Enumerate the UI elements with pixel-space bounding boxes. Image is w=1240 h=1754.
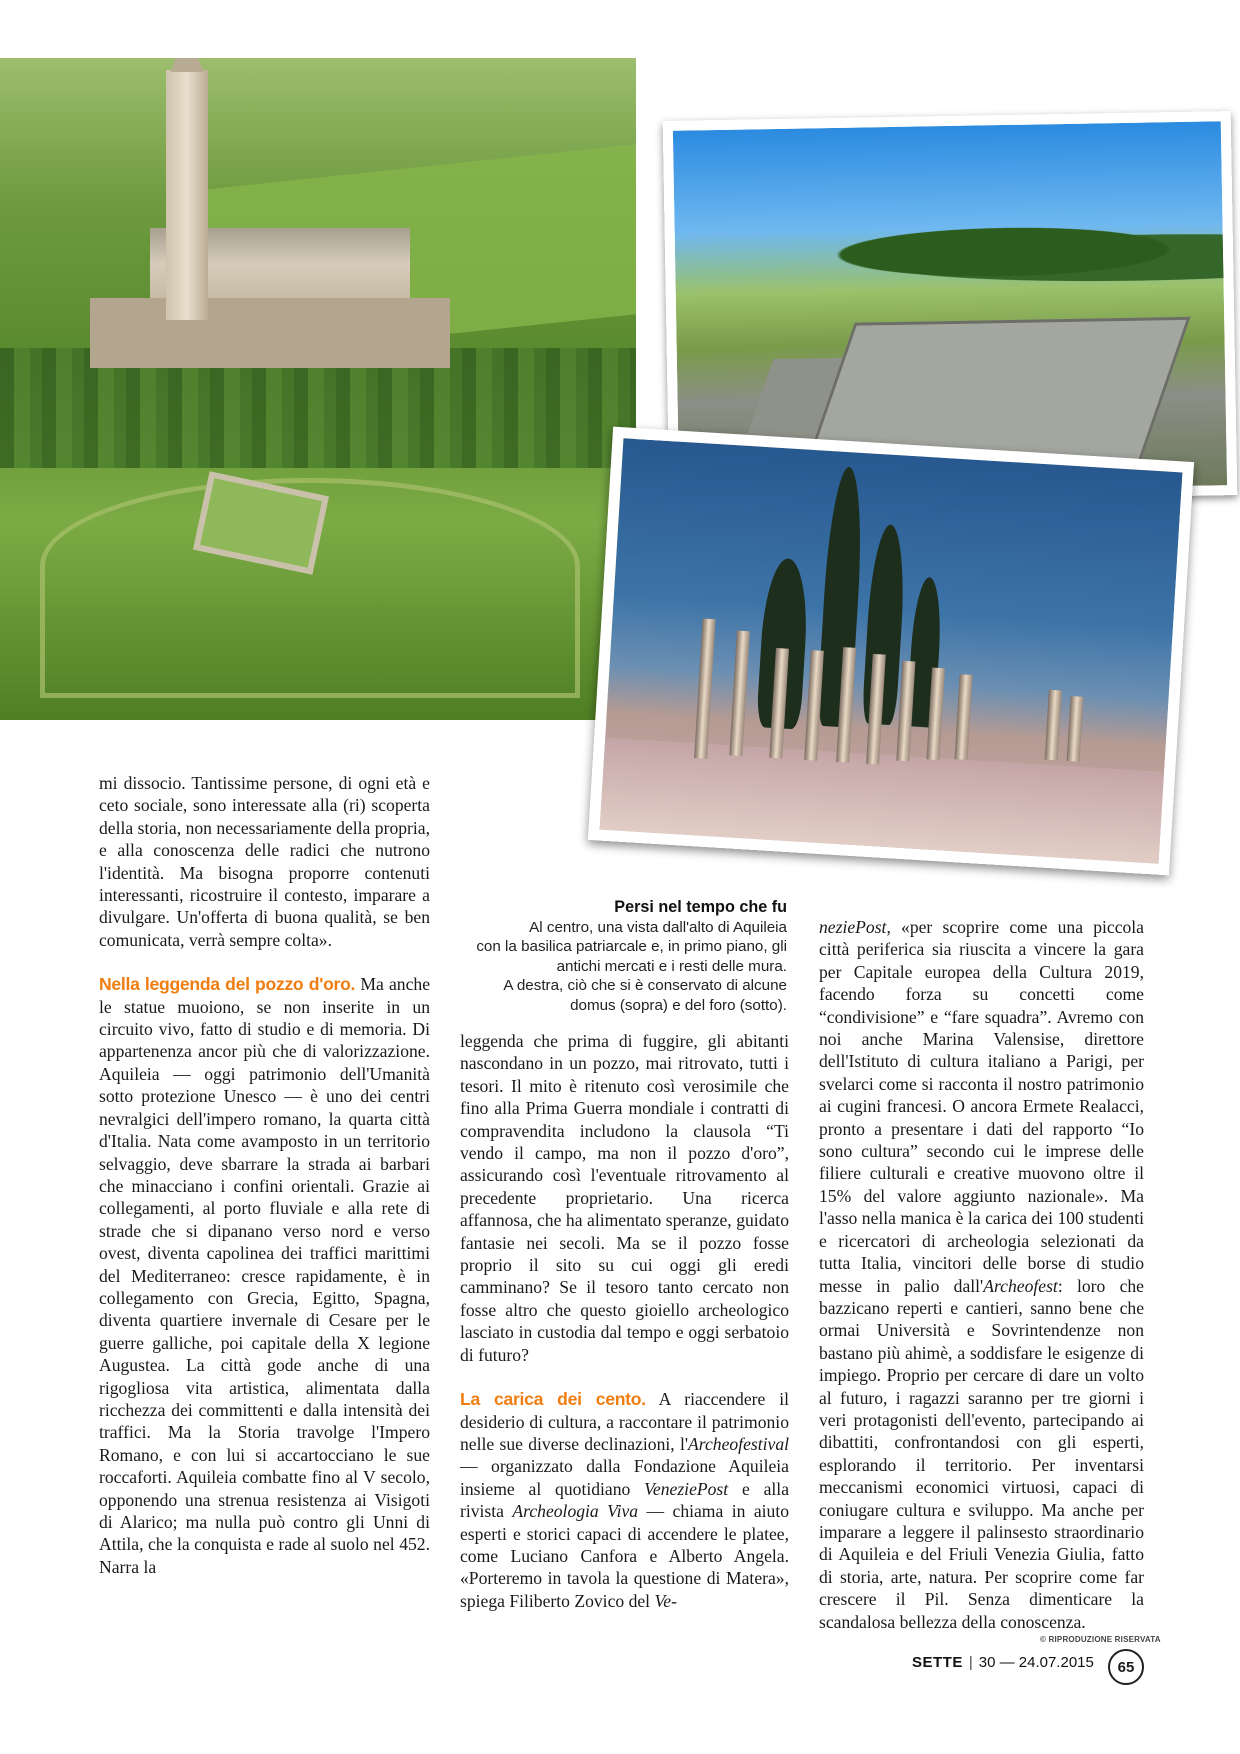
issue-info: 30 — 24.07.2015 [978, 1654, 1094, 1671]
caption-line: domus (sopra) e del foro (sotto). [570, 996, 787, 1014]
caption-line: antichi mercati e i resti delle mura. [556, 957, 787, 975]
section-lead: La carica dei cento. [460, 1389, 646, 1410]
paragraph-text: — organizzato dalla Fondazione Aquileia insieme al quotidiano [460, 1456, 789, 1499]
italic-text: Archeofestival [688, 1433, 789, 1454]
page-footer [912, 1654, 1094, 1671]
copyright-notice: © RIPRODUZIONE RISERVATA [1040, 1635, 1161, 1644]
paragraph-text: : loro che bazzicano reperti e cantieri, sanno bene che ormai Università e Sovrintendenze non bastano più ahimè, a soddisfare le esigenze di impiego. Proprio per cercare di dare un volto al futuro, i ragazzi saranno per tre giorni i veri protagonisti dell'evento, partecipando ai dibattiti, confrontandosi con gli esperti, esplorando il territorio. Per inventarsi meccanismi economici virtuosi, capaci di coniugare cultura e sviluppo. Ma anche per imparare a leggere il palinsesto straordinario di Aquileia e del Friuli Venezia Giulia, fatto di storia, arte, natura. Per scoprire come far crescere il Pil. Senza dimenticare la scandalosa bellezza della conoscenza. [819, 1275, 1144, 1632]
page-number: 65 [1108, 1649, 1144, 1685]
paragraph-text: A riaccendere il desiderio di cultura, a raccontare il patrimonio nelle sue diverse declinazioni, l' [460, 1389, 789, 1454]
caption-title: Persi nel tempo che fu [614, 898, 787, 916]
italic-text: Archeologia Viva [512, 1501, 639, 1522]
paragraph [819, 916, 1144, 1633]
magazine-name: SETTE [912, 1654, 963, 1671]
paragraph [99, 973, 430, 1578]
italic-text: Archeofest [983, 1275, 1058, 1296]
paragraph-text: e alla rivista [460, 1478, 790, 1522]
article-column-3 [819, 916, 1144, 1633]
italic-text: VeneziePost [644, 1478, 729, 1499]
paragraph-text: , «per scoprire come una piccola città periferica sia riuscita a vincere la gara per Capitale europea della Cultura 2019, facendo forza su concetti come “condivisione” e “fare squadra”. Avremo con noi anche Marina Valensise, direttore dell'Istituto di cultura italiano a Parigi, per svelarci come si racconta il nostro patrimonio ai cugini francesi. O ancora Ermete Realacci, pronto a presentare i dati del rapporto “Io sono cultura” secondo cui le imprese delle filiere culturali e creative muovono oltre il 15% del valore aggiunto nazionale». Ma l'asso nella manica è la carica dei 100 studenti e ricercatori di archeologia selezionati da tutta Italia, vincitori delle borse di studio messe in palio dall' [819, 917, 1144, 1296]
caption-line: Al centro, una vista dall'alto di Aquileia [529, 918, 787, 936]
aerial-photo-aquileia [0, 58, 636, 720]
paragraph-text: Ma anche le statue muoiono, se non inserite in un circuito vivo, fatto di studio e di memoria. Di appartenenza ancor più che di valorizzazione. Aquileia — oggi patrimonio dell'Umanità sotto protezione Unesco — è uno dei centri nevralgici dell'impero romano, la quarta città d'Italia. Nata come avamposto in un territorio selvaggio, deve sbarrare la strada ai barbari che minacciano i confini orientali. Grazie ai collegamenti, al porto fluviale e alla rete di strade che si dipanano verso nord e verso ovest, diventa capolinea dei traffici marittimi del Mediterraneo: cresce rapidamente, è in collegamento con Grecia, Egitto, Spagna, diventa quartiere invernale di Cesare per le guerre galliche, poi capitale della X legione Augustea. La città gode anche di una rigogliosa vita artistica, alimentata dalla ricchezza dei committenti e dalla intensità dei traffici. Ma la Storia travolge l'Impero Romano, e con lui si accartocciano le sue roccaforti. Aquileia combatte fino al V secolo, opponendo una strenua resistenza ai Visigoti di Alarico; ma nulla può contro gli Unni di Attila, che la conquista e rade al suolo nel 452. Narra la [99, 974, 430, 1577]
caption-line: A destra, ciò che si è conservato di alcune [503, 977, 787, 995]
paragraph [460, 1388, 789, 1612]
photo-caption [455, 898, 787, 1016]
footer-separator: | [968, 1654, 973, 1671]
italic-text: neziePost [819, 917, 887, 937]
section-lead: Nella leggenda del pozzo d'oro. [99, 974, 356, 995]
paragraph-text: — chiama in aiuto esperti e storici capaci di accendere le platee, come Luciano Canfora e Alberto Angela. «Porteremo in tavola la questione di Matera», spiega Filiberto Zovico del [460, 1501, 789, 1611]
paragraph: leggenda che prima di fuggire, gli abitanti nascondano in un pozzo, mai ritrovato, tutti i tesori. Il mito è ritenuto così verosimile che fino alla Prima Guerra mondiale i contratti di compravendita includono la clausola “Ti vendo il campo, ma non il pozzo d'oro”, assicurando così l'eventuale ritrovamento al precedente proprietario. Una ricerca affannosa, che ha alimentato speranze, guidato fantasie nei secoli. Ma se il pozzo fosse proprio il sito su cui oggi gli eredi camminano? Se il tesoro tanto cercato non fosse altro che questo gioiello archeologico lasciato in custodia dal tempo e oggi serbatoio di futuro? [460, 1031, 789, 1365]
italic-text: Ve- [654, 1590, 677, 1611]
forum-columns-photo [588, 427, 1194, 876]
paragraph: mi dissocio. Tantissime persone, di ogni età e ceto sociale, sono interessate alla (ri) scoperta della storia, non necessariamente della propria, e alla conoscenza delle radici che nutrono l'identità. Ma bisogna proporre contenuti interessanti, ricostruire il contesto, imparare a divulgare. Un'offerta di buona qualità, se ben comunicata, verrà sempre colta». [99, 773, 430, 950]
article-column-2 [460, 1030, 789, 1612]
caption-line: con la basilica patriarcale e, in primo piano, gli [476, 938, 787, 956]
article-column-1 [99, 772, 430, 1578]
